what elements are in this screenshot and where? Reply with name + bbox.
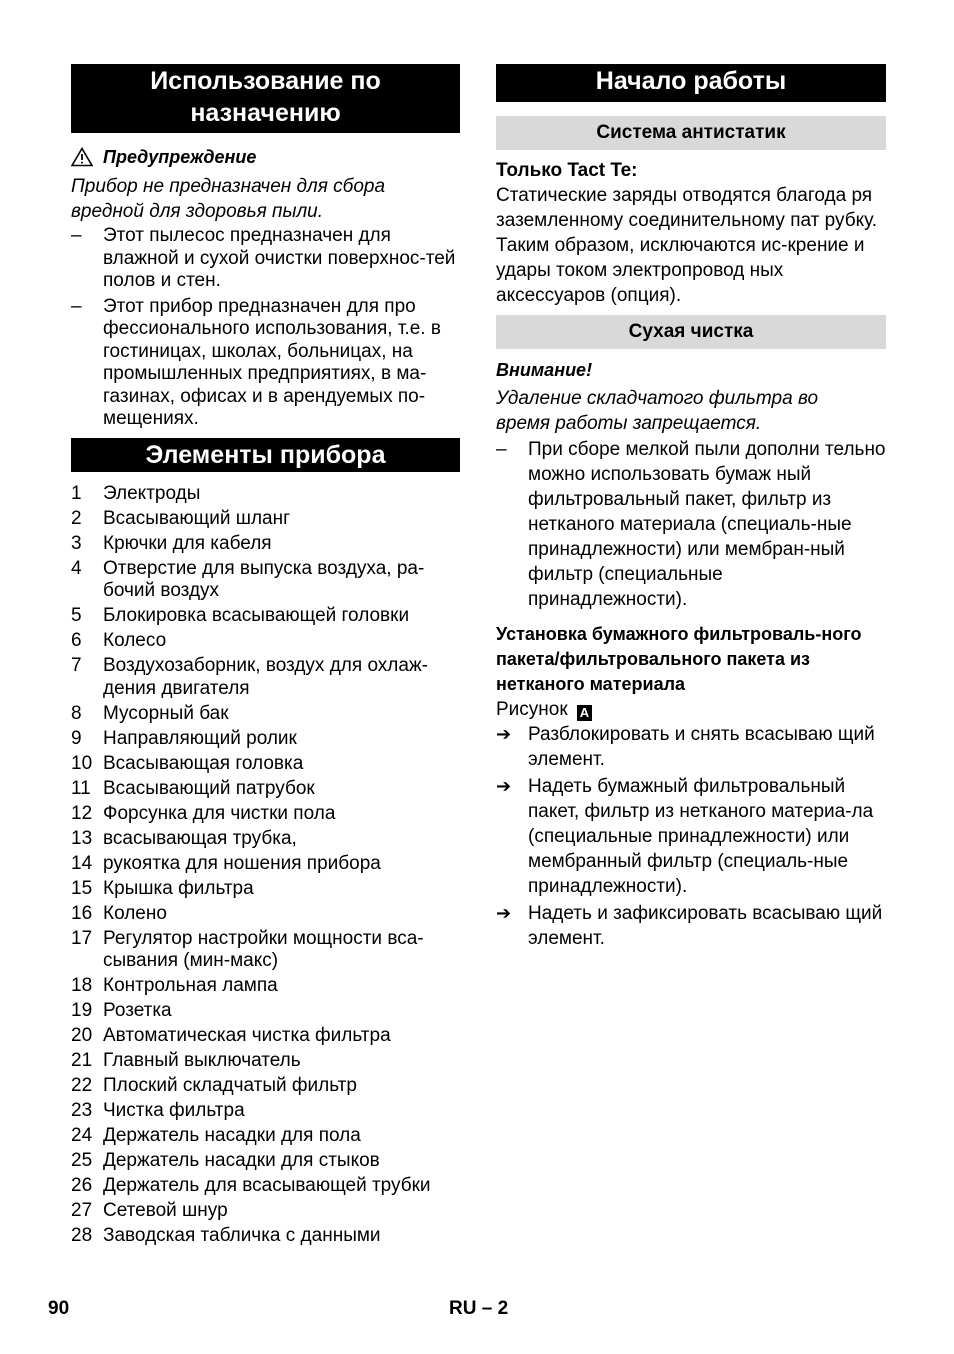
list-item: 2 Всасывающий шланг — [71, 507, 291, 529]
arrow-right-icon: ➔ — [496, 776, 512, 796]
list-item: ➔ Разблокировать и снять всасываю щий элемент. — [496, 724, 875, 770]
list-item: 25 Держатель насадки для стыков — [71, 1150, 380, 1171]
page-label: RU – 2 — [449, 1298, 509, 1319]
list-item: 10 Всасывающая головка — [71, 752, 304, 774]
figure-a-icon: A — [577, 705, 592, 721]
list-item: 15 Крышка фильтра — [71, 877, 254, 899]
list-item: 3 Крючки для кабеля — [71, 532, 272, 554]
list-item: 5 Блокировка всасывающей головки — [71, 605, 410, 626]
list-item: 17 Регулятор настройки мощности вса-сывания (мин-макс) — [71, 927, 424, 971]
list-item: 6 Колесо — [71, 630, 167, 651]
page-number: 90 — [48, 1298, 70, 1319]
list-item: – При сборе мелкой пыли дополни тельно можно использовать бумаж ный фильтровальный пакет, фильтр из нетканого материала (специаль-ные принадлежности) или мембран-ный фильтр (специальные принадлежности). — [496, 439, 886, 610]
warning-heading — [71, 145, 460, 169]
list-item: ➔ Надеть бумажный фильтровальный пакет, фильтр из нетканого материа-ла (специальные принадлежности) или мембранный фильтр (специаль-ные принадлежности). — [496, 776, 874, 897]
list-item: 18 Контрольная лампа — [71, 975, 278, 996]
left-column — [71, 64, 460, 1250]
section-heading-intended-use: Использование по назначению — [71, 64, 460, 133]
list-item: 16 Колено — [71, 902, 167, 924]
warning-triangle-icon — [71, 147, 93, 167]
subsection-heading-dry-cleaning: Сухая чистка — [496, 315, 886, 349]
figure-reference — [496, 697, 886, 722]
arrow-right-icon: ➔ — [496, 724, 512, 744]
list-item: 27 Сетевой шнур — [71, 1200, 228, 1221]
list-item: ➔ Надеть и зафиксировать всасываю щий элемент. — [496, 903, 883, 949]
list-item: 12 Форсунка для чистки пола — [71, 802, 336, 824]
parts-list — [71, 483, 460, 1248]
list-item: 23 Чистка фильтра — [71, 1100, 245, 1121]
list-item: 1 Электроды — [71, 482, 201, 504]
list-item: 19 Розетка — [71, 1000, 172, 1021]
warning-title: Предупреждение — [103, 147, 257, 167]
dry-cleaning-bullets — [496, 437, 886, 612]
figure-label: Рисунок — [496, 699, 568, 720]
list-item: 11 Всасывающий патрубок — [71, 777, 315, 799]
list-item: 24 Держатель насадки для пола — [71, 1125, 361, 1146]
right-column — [496, 64, 886, 951]
list-item: 20 Автоматическая чистка фильтра — [71, 1025, 391, 1046]
antistatic-text: Статические заряды отводятся благода ря заземленному соединительному пат рубку. Таким образом, исключаются ис-крение и удары током электропровод ных аксессуаров (опция). — [496, 185, 877, 306]
section-heading-getting-started: Начало работы — [496, 64, 886, 102]
attention-title: Внимание! — [496, 360, 593, 380]
list-item: – Этот прибор предназначен для про фессионального использования, т.е. в гостиницах, школах, больницах, на промышленных предприятиях, в ма-газинах, офисах и в арендуемых по-мещениях. — [71, 295, 441, 429]
list-item: 4 Отверстие для выпуска воздуха, ра-бочий воздух — [71, 557, 425, 601]
list-item: 28 Заводская табличка с данными — [71, 1225, 381, 1246]
list-item: 22 Плоский складчатый фильтр — [71, 1075, 357, 1096]
list-item: – Этот пылесос предназначен для влажной и сухой очистки поверхнос-тей полов и стен. — [71, 225, 456, 291]
arrow-right-icon: ➔ — [496, 903, 512, 923]
install-heading: Установка бумажного фильтроваль-ного пакета/фильтровального пакета из нетканого материала — [496, 624, 862, 694]
list-item: 13 всасывающая трубка, — [71, 827, 297, 849]
list-item: 7 Воздухозаборник, воздух для охлаж-дения двигателя — [71, 655, 428, 699]
only-model-label: Только Tact Te: — [496, 160, 638, 181]
list-item: 9 Направляющий ролик — [71, 727, 297, 749]
section-heading-device-elements: Элементы прибора — [71, 438, 460, 472]
install-steps — [496, 722, 886, 951]
attention-text: Удаление складчатого фильтра во время работы запрещается. — [496, 388, 819, 434]
subsection-heading-antistatic: Система антистатик — [496, 116, 886, 150]
list-item: 8 Мусорный бак — [71, 702, 229, 724]
usage-bullets — [71, 225, 460, 431]
list-item: 14 рукоятка для ношения прибора — [71, 852, 381, 874]
list-item: 26 Держатель для всасывающей трубки — [71, 1175, 431, 1196]
list-item: 21 Главный выключатель — [71, 1050, 301, 1071]
warning-text: Прибор не предназначен для сбора вредной для здоровья пыли. — [71, 176, 386, 222]
